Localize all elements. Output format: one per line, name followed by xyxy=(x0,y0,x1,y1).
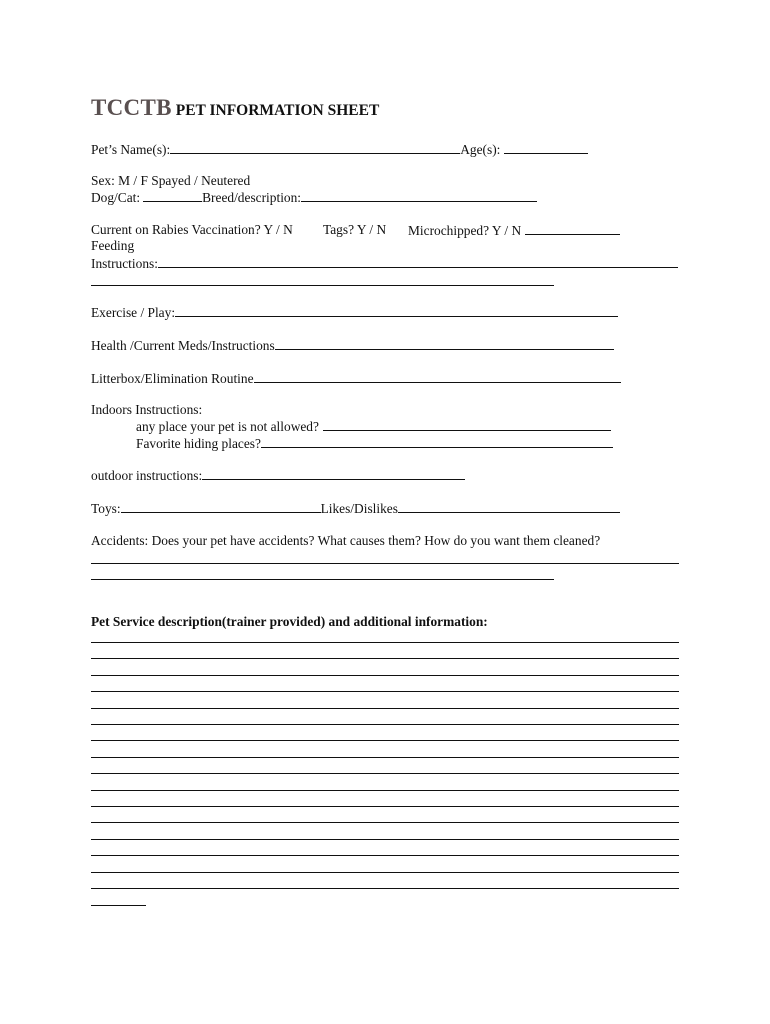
service-line[interactable] xyxy=(91,872,679,873)
hiding-label: Favorite hiding places? xyxy=(136,436,261,451)
outdoor-field[interactable] xyxy=(202,467,465,480)
feeding-line-2[interactable] xyxy=(91,285,554,286)
breed-field[interactable] xyxy=(301,189,537,202)
service-line[interactable] xyxy=(91,839,679,840)
toys-field[interactable] xyxy=(121,500,321,513)
rabies-label: Current on Rabies Vaccination? Y / N xyxy=(91,222,293,237)
dog-cat-row xyxy=(91,189,537,206)
sex-row xyxy=(91,173,250,189)
dog-cat-label: Dog/Cat: xyxy=(91,190,141,205)
pet-name-row xyxy=(91,141,588,158)
microchip-row xyxy=(408,222,620,239)
accidents-label: Accidents: Does your pet have accidents? What causes them? How do you want them cleaned? xyxy=(91,533,601,548)
feeding-field[interactable] xyxy=(158,255,678,268)
tags-label: Tags? Y / N xyxy=(323,222,387,237)
accidents-row xyxy=(91,533,600,549)
pet-name-label: Pet’s Name(s): xyxy=(91,142,171,157)
service-line[interactable] xyxy=(91,740,679,741)
pet-name-field[interactable] xyxy=(170,141,460,154)
likes-field[interactable] xyxy=(398,500,620,513)
service-line[interactable] xyxy=(91,708,679,709)
health-field[interactable] xyxy=(275,337,614,350)
sex-label: Sex: M / F Spayed / Neutered xyxy=(91,173,251,188)
exercise-label: Exercise / Play: xyxy=(91,305,176,320)
health-label: Health /Current Meds/Instructions xyxy=(91,338,275,353)
service-line[interactable] xyxy=(91,691,679,692)
feeding-row xyxy=(91,255,678,272)
feeding-instructions-label: Instructions: xyxy=(91,256,158,271)
not-allowed-label: any place your pet is not allowed? xyxy=(136,419,319,434)
age-field[interactable] xyxy=(504,141,588,154)
breed-label: Breed/description: xyxy=(202,190,302,205)
litterbox-label: Litterbox/Elimination Routine xyxy=(91,371,254,386)
service-line[interactable] xyxy=(91,790,679,791)
outdoor-row xyxy=(91,467,465,484)
service-line[interactable] xyxy=(91,806,679,807)
service-line[interactable] xyxy=(91,642,679,643)
service-line[interactable] xyxy=(91,855,679,856)
service-line[interactable] xyxy=(91,888,679,889)
sheet-title: PET INFORMATION SHEET xyxy=(175,102,380,119)
microchip-field[interactable] xyxy=(525,222,620,235)
likes-label: Likes/Dislikes xyxy=(320,501,398,516)
accidents-line-1[interactable] xyxy=(91,563,679,564)
litterbox-row xyxy=(91,370,621,387)
not-allowed-row xyxy=(136,418,611,435)
service-line[interactable] xyxy=(91,822,679,823)
outdoor-label: outdoor instructions: xyxy=(91,468,203,483)
indoors-label: Indoors Instructions: xyxy=(91,402,203,417)
accidents-line-2[interactable] xyxy=(91,579,554,580)
litterbox-field[interactable] xyxy=(254,370,621,383)
indoors-row xyxy=(91,402,202,418)
tags-row xyxy=(323,222,386,238)
brand-name: TCCTB xyxy=(91,95,172,120)
feeding-label-line1 xyxy=(91,238,134,254)
service-line[interactable] xyxy=(91,658,679,659)
service-line-short[interactable] xyxy=(91,905,146,906)
health-row xyxy=(91,337,614,354)
not-allowed-field[interactable] xyxy=(323,418,611,431)
service-line[interactable] xyxy=(91,773,679,774)
toys-row xyxy=(91,500,620,517)
toys-label: Toys: xyxy=(91,501,121,516)
microchipped-label: Microchipped? Y / N xyxy=(408,223,522,238)
service-line[interactable] xyxy=(91,675,679,676)
rabies-row xyxy=(91,222,293,238)
dog-cat-field[interactable] xyxy=(143,189,202,202)
page-title xyxy=(91,96,379,123)
service-heading: Pet Service description(trainer provided) and additional information: xyxy=(91,614,488,629)
exercise-row xyxy=(91,304,618,321)
hiding-row xyxy=(136,435,613,452)
exercise-field[interactable] xyxy=(175,304,618,317)
feeding-label: Feeding xyxy=(91,238,135,253)
hiding-field[interactable] xyxy=(261,435,613,448)
age-label: Age(s): xyxy=(460,142,501,157)
service-line[interactable] xyxy=(91,724,679,725)
service-line[interactable] xyxy=(91,757,679,758)
